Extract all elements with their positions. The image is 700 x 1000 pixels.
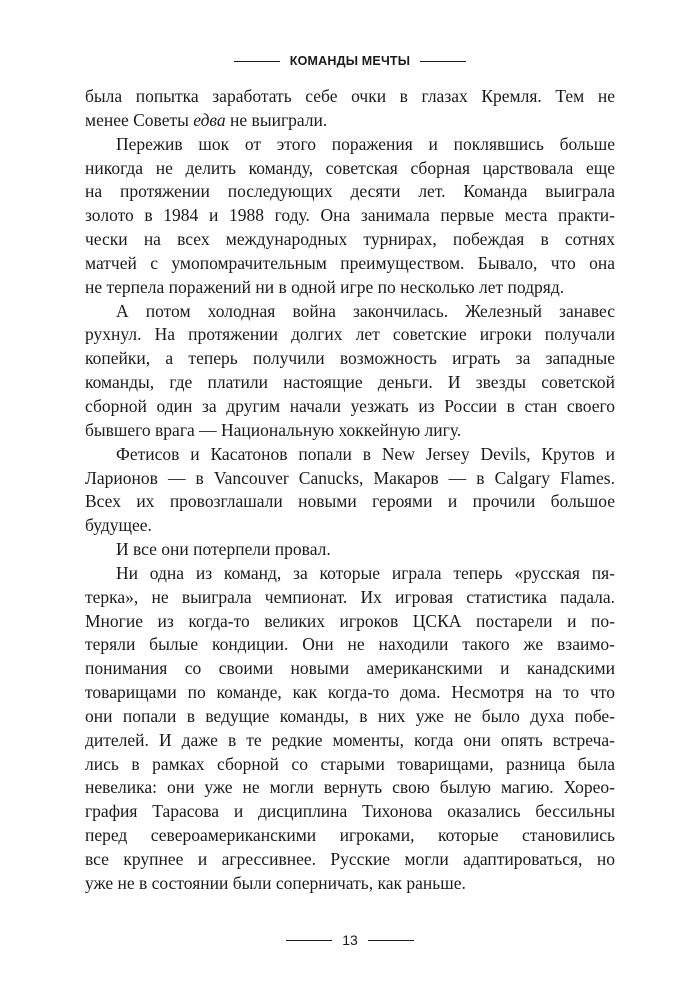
text-line: будущее. xyxy=(85,515,152,536)
text-line: сборной один за другим начали уезжать из России в стан своего xyxy=(85,395,615,416)
text-line: И все они потерпели провал. xyxy=(116,539,331,560)
text-line: копейки, а теперь получили возможность играть за западные xyxy=(85,348,615,369)
text-line: понимания со своими новыми американскими и канадскими xyxy=(85,658,615,679)
header-rule-right xyxy=(420,61,466,62)
text-line: чески на всех международных турнирах, побеждая в сотнях xyxy=(85,229,615,250)
text-line: терка», не выиграла чемпионат. Их игровая статистика падала. xyxy=(85,586,615,607)
page-footer xyxy=(0,932,700,948)
text-line: матчей с умопомрачительным преимуществом. Бывало, что она xyxy=(85,252,615,273)
text-line: лись в рамках сборной со старыми товарищами, разница была xyxy=(85,753,615,774)
text-line: команды, где платили настоящие деньги. И звезды советской xyxy=(85,372,615,393)
running-head xyxy=(0,54,700,68)
header-rule-left xyxy=(234,61,280,62)
text-line: все крупнее и агрессивнее. Русские могли адаптироваться, но xyxy=(85,849,615,869)
text-line: теряли былые кондиции. Они не находили такого же взаимо- xyxy=(85,634,615,655)
text-line: уже не в состоянии были соперничать, как раньше. xyxy=(85,872,466,893)
text-line: Фетисов и Касатонов попали в New Jersey Devils, Крутов и xyxy=(116,443,615,464)
emphasized-word: едва xyxy=(193,109,226,130)
text-line: Пережив шок от этого поражения и поклявшись больше xyxy=(116,133,615,154)
text-line: перед североамериканскими игроками, которые становились xyxy=(85,825,615,846)
page-number: 13 xyxy=(342,932,358,948)
text-line: Ларионов — в Vancouver Canucks, Макаров — в Calgary Flames. xyxy=(85,467,615,488)
text-line: никогда не делить команду, советская сборная царствовала еще xyxy=(85,157,615,178)
text-line: золото в 1984 и 1988 году. Она занимала первые места практи- xyxy=(85,205,615,226)
text-line: А потом холодная война закончилась. Железный занавес xyxy=(116,300,615,321)
text-line: Ни одна из команд, за которые играла теперь «русская пя- xyxy=(116,562,615,583)
text-line: они попали в ведущие команды, в них уже не было духа побе- xyxy=(85,705,615,726)
text-line: не терпела поражений ни в одной игре по несколько лет подряд. xyxy=(85,276,565,297)
text-line: бывшего врага — Национальную хоккейную лигу. xyxy=(85,419,462,440)
text-line: Многие из когда-то великих игроков ЦСКА постарели и по- xyxy=(85,610,615,631)
text-line xyxy=(85,109,615,133)
text-line: графия Тарасова и дисциплина Тихонова оказались бессильны xyxy=(85,801,615,822)
text-line: рухнул. На протяжении долгих лет советские игроки получали xyxy=(85,324,615,345)
text-line: товарищами по команде, как когда-то дома. Несмотря на то что xyxy=(85,682,615,703)
body-text xyxy=(85,85,615,896)
text-line: была попытка заработать себе очки в глазах Кремля. Тем не xyxy=(85,86,615,106)
text-line: на протяжении последующих десяти лет. Команда выиграла xyxy=(85,181,615,202)
text-line: Всех их провозглашали новыми героями и прочили большое xyxy=(85,491,615,512)
running-head-title: КОМАНДЫ МЕЧТЫ xyxy=(289,54,411,68)
footer-rule-right xyxy=(368,940,414,941)
footer-rule-left xyxy=(286,940,332,941)
text-line: дителей. И даже в те редкие моменты, когда они опять встреча- xyxy=(85,729,615,750)
text-line: невелика: они уже не могли вернуть свою былую магию. Хорео- xyxy=(85,777,615,798)
text-line-part: менее Советы xyxy=(85,109,194,130)
text-line-part: не выиграли. xyxy=(225,109,328,130)
